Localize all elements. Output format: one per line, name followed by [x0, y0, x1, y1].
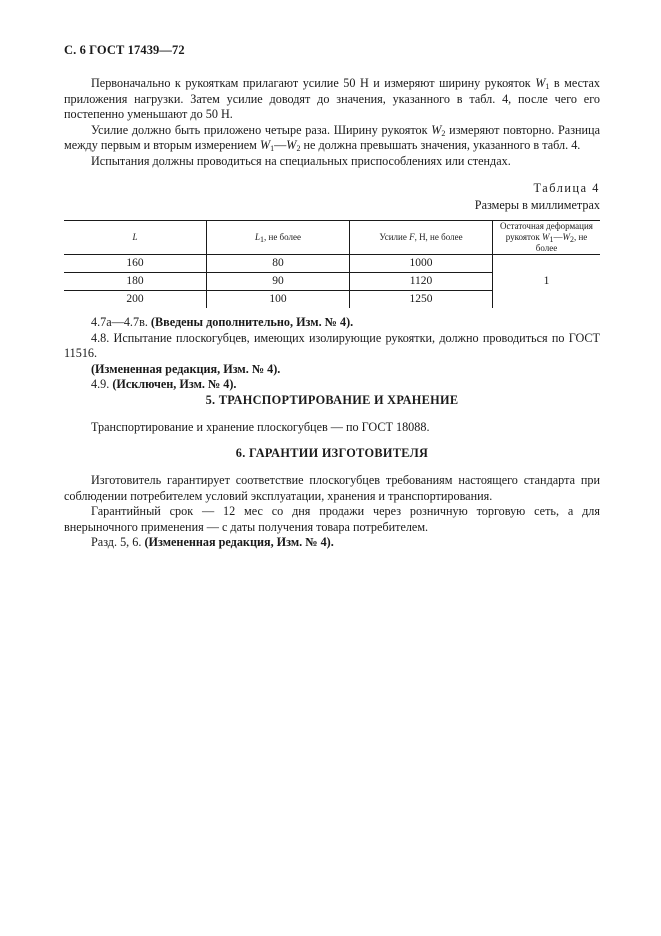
paragraph-4-9: 4.9. (Исключен, Изм. № 4). [91, 377, 237, 391]
paragraph-4-8-note: (Измененная редакция, Изм. № 4). [91, 361, 281, 376]
paragraph-warranty-period: Гарантийный срок — 12 мес со дня продажи через розничную торговую сеть, а для внерыночного применения — с даты получения товара потребителем. [64, 504, 600, 534]
section-5-text [64, 420, 600, 436]
dimensions-table [64, 220, 600, 308]
header-l: L [64, 221, 207, 255]
paragraph-repeat-load: Усилие должно быть приложено четыре раза. Ширину рукояток $W_2$ измеряют повторно. Разница между первым и вторым измерением $W_1—W_2$ не должна превышать значения, указанного в табл. 4. [64, 122, 600, 153]
paragraph-4-8: 4.8. Испытание плоскогубцев, имеющих изолирующие рукоятки, должно проводиться по ГОСТ 11516. [64, 330, 600, 360]
table-caption: Таблица 4 [533, 181, 600, 195]
cell-l1: 80 [207, 255, 350, 273]
cell-l: 160 [64, 255, 207, 273]
section-5-heading: 5. ТРАНСПОРТИРОВАНИЕ И ХРАНЕНИЕ [205, 393, 459, 407]
paragraph-transport: Транспортирование и хранение плоскогубцев — по ГОСТ 18088. [91, 420, 430, 434]
paragraph-initial-load: Первоначально к рукояткам прилагают усилие 50 Н и измеряют ширину рукояток $W_1$ в местах приложения нагрузки. Затем усилие доводят до значения, указанного в табл. 4, после чего его постепенно уменьшают до 50 Н. [64, 76, 600, 121]
section-6-heading: 6. ГАРАНТИИ ИЗГОТОВИТЕЛЯ [235, 446, 429, 460]
cell-force: 1000 [350, 255, 493, 273]
paragraph-guarantee: Изготовитель гарантирует соответствие плоскогубцев требованиям настоящего стандарта при соблюдении потребителем условий эксплуатации, хранения и транспортирования. [64, 473, 600, 503]
cell-force: 1250 [350, 291, 493, 309]
cell-l: 200 [126, 292, 144, 305]
cell-l: 180 [64, 273, 207, 291]
section-6-text [64, 473, 600, 551]
cell-l1: 90 [207, 273, 350, 291]
cell-l1: 100 [207, 291, 350, 309]
paragraph-sections-note: Разд. 5, 6. (Измененная редакция, Изм. № 4). [91, 535, 334, 549]
cell-deformation: 1 [493, 255, 601, 309]
intro-text [64, 76, 600, 169]
cell-force: 1120 [350, 273, 493, 291]
paragraph-4-7: 4.7а—4.7в. (Введены дополнительно, Изм. № 4). [91, 315, 354, 329]
table-units: Размеры в миллиметрах [474, 198, 600, 212]
amendments-text [64, 315, 600, 393]
paragraph-test-equipment: Испытания должны проводиться на специальных приспособлениях или стендах. [91, 153, 511, 168]
table-header-row [64, 221, 600, 255]
page-header: С. 6 ГОСТ 17439—72 [64, 43, 185, 57]
header-l1: $L_1$, не более [207, 221, 350, 255]
header-deformation: Остаточная деформация рукояток $W_1—W_2$, не более [493, 221, 601, 255]
table-row [64, 255, 600, 273]
header-force: Усилие F, Н, не более [350, 221, 493, 255]
